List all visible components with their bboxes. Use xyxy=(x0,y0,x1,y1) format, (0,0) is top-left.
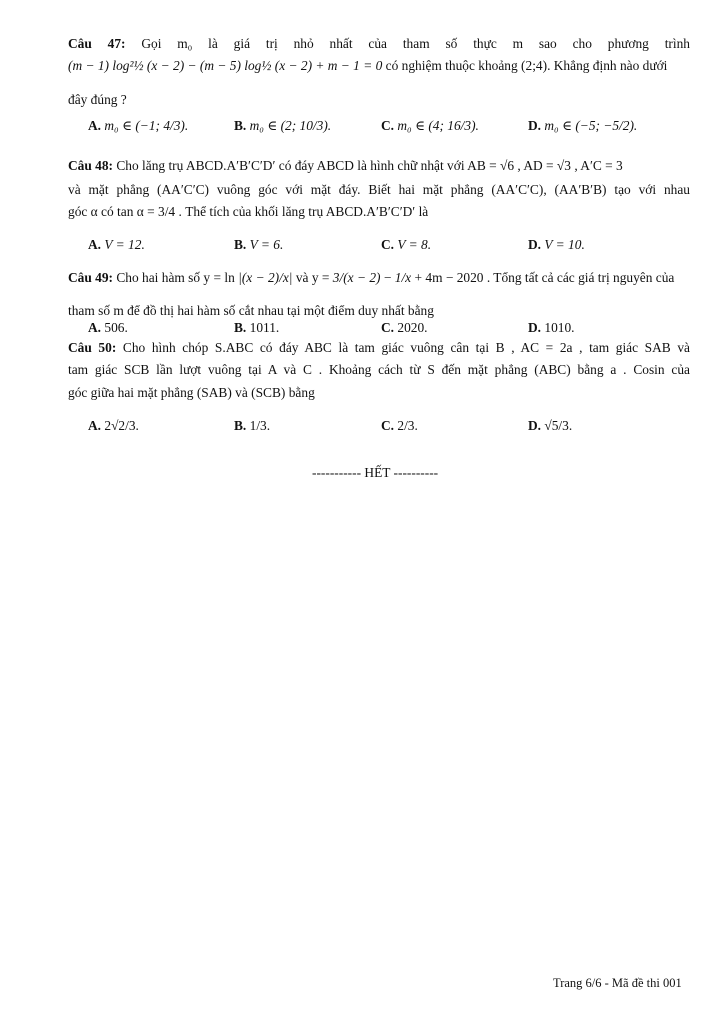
q50-text-3: góc giữa hai mặt phẳng (SAB) và (SCB) bằng xyxy=(68,385,315,400)
q48-line3 xyxy=(68,204,428,220)
q48-label: Câu 48: xyxy=(68,158,114,173)
q47-line3 xyxy=(68,92,127,108)
q47-label: Câu 47: xyxy=(68,36,126,51)
q48-option-b[interactable]: B. V = 6. xyxy=(234,237,284,252)
q49-option-c[interactable]: C. 2020. xyxy=(381,320,428,335)
q48-text-2: và mặt phẳng (AA′C′C) vuông góc với mặt đáy. Biết hai mặt phẳng (AA′C′C), (AA′B′B) tạo với nhau xyxy=(68,182,690,197)
q47-equation: (m − 1) log²½ (x − 2) − (m − 5) log½ (x − 2) + m − 1 = 0 xyxy=(68,58,383,73)
end-marker: ----------- HẾT ---------- xyxy=(312,465,439,480)
page-footer: Trang 6/6 - Mã đề thi 001 xyxy=(553,976,682,990)
q49-text-2: tham số m để đồ thị hai hàm số cắt nhau tại một điểm duy nhất bằng xyxy=(68,303,434,318)
q50-label: Câu 50: xyxy=(68,340,117,355)
q48-option-c[interactable]: C. V = 8. xyxy=(381,237,432,252)
q49-option-b[interactable]: B. 1011. xyxy=(234,320,280,335)
q50-line2 xyxy=(68,362,690,378)
q47-line1 xyxy=(68,36,690,52)
q47-text-1: Gọi m₀ là giá trị nhỏ nhất của tham số thực m sao cho phương trình xyxy=(141,36,690,51)
q50-option-c[interactable]: C. 2/3. xyxy=(381,418,418,433)
q47-option-c[interactable]: C. m₀ ∈ (4; 16/3). xyxy=(381,118,479,133)
q47-option-a[interactable]: A. m₀ ∈ (−1; 4/3). xyxy=(88,118,189,133)
q50-text-2: tam giác SCB lần lượt vuông tại A và C . Khoảng cách từ S đến mặt phẳng (ABC) bằng a . Cosin của xyxy=(68,362,690,377)
q49-text-1b: và y = xyxy=(295,270,330,285)
q49-option-d[interactable]: D. 1010. xyxy=(528,320,575,335)
q49-text-1c: + 4m − 2020 . Tổng tất cả các giá trị nguyên của xyxy=(414,270,675,285)
q48-text-3b: . Thể tích của khối lăng trụ ABCD.A′B′C′D′ là xyxy=(178,204,429,219)
q49-fraction-2: 1/x xyxy=(394,270,412,285)
q50-option-a[interactable]: A. 2√2/3. xyxy=(88,418,139,433)
q49-label: Câu 49: xyxy=(68,270,114,285)
q50-line3 xyxy=(68,385,315,401)
q49-option-a[interactable]: A. 506. xyxy=(88,320,128,335)
q49-abs-expression: |(x − 2)/x| xyxy=(238,270,293,285)
q50-line1 xyxy=(68,340,690,356)
q48-text-3a: góc α có tan α = xyxy=(68,204,155,219)
q48-line1 xyxy=(68,158,623,174)
q50-option-d[interactable]: D. √5/3. xyxy=(528,418,573,433)
q47-text-3: đây đúng ? xyxy=(68,92,127,107)
q48-option-d[interactable]: D. V = 10. xyxy=(528,237,585,252)
q47-option-b[interactable]: B. m₀ ∈ (2; 10/3). xyxy=(234,118,332,133)
q50-text-1: Cho hình chóp S.ABC có đáy ABC là tam giác vuông cân tại B , AC = 2a , tam giác SAB và xyxy=(122,340,690,355)
q47-text-2: có nghiệm thuộc khoảng (2;4). Khẳng định nào dưới xyxy=(385,58,668,73)
q49-line1: Câu 49: Cho hai hàm số y = ln |(x − 2)/x| và y = 3/(x − 2) − 1/x + 4m − 2020 . Tổng tất cả các giá trị nguyên của xyxy=(68,270,675,285)
q49-line2 xyxy=(68,303,434,319)
q47-line2 xyxy=(68,58,667,74)
q50-option-b[interactable]: B. 1/3. xyxy=(234,418,271,433)
q48-line2 xyxy=(68,182,690,198)
q47-option-d[interactable]: D. m₀ ∈ (−5; −5/2). xyxy=(528,118,638,133)
q48-option-a[interactable]: A. V = 12. xyxy=(88,237,145,252)
q49-fraction-1: 3/(x − 2) xyxy=(332,270,381,285)
q48-tan-fraction: 3/4 xyxy=(158,204,176,219)
q48-text-1: Cho lăng trụ ABCD.A′B′C′D′ có đáy ABCD là hình chữ nhật với AB = √6 , AD = √3 , A′C = 3 xyxy=(116,158,623,173)
q49-text-1a: Cho hai hàm số y = ln xyxy=(116,270,235,285)
